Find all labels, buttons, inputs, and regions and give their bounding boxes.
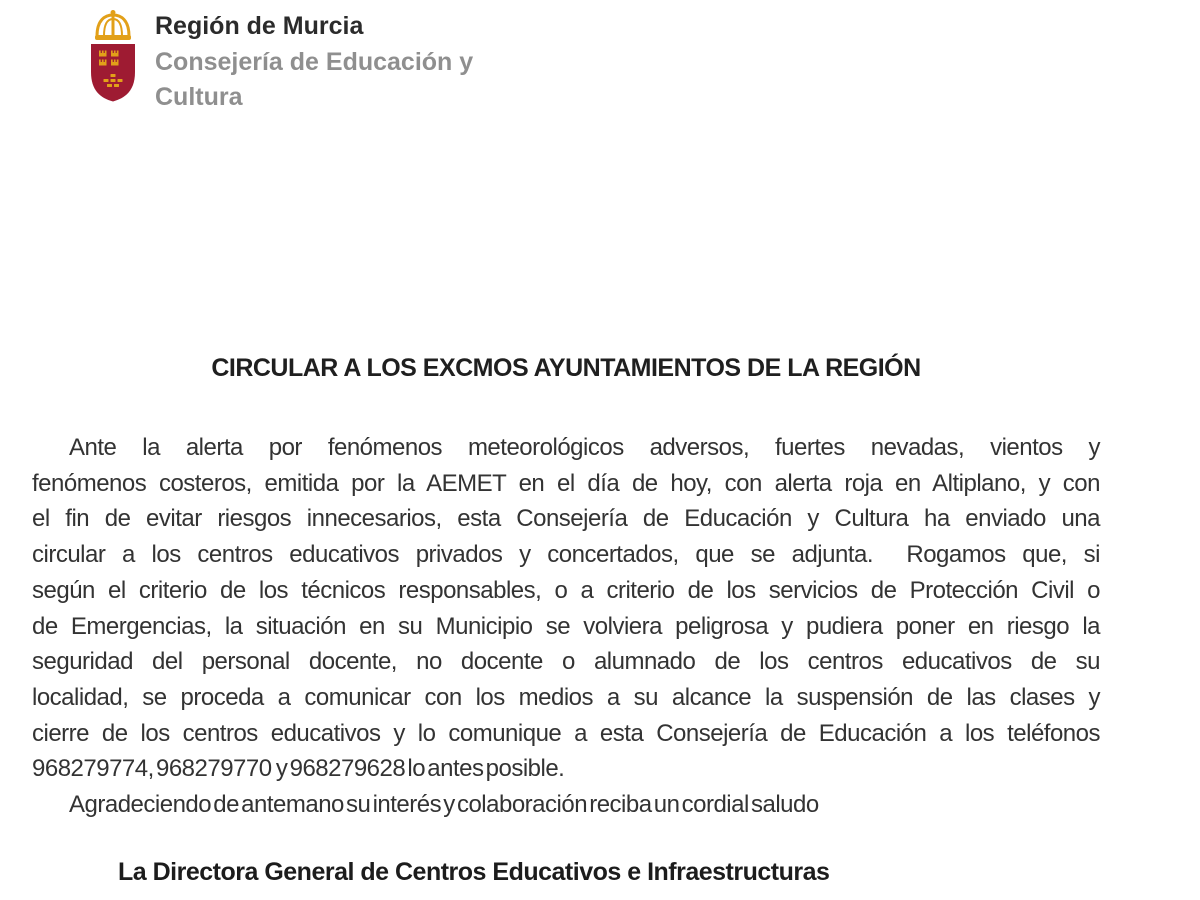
body-line: según el criterio de los técnicos responsables, o a criterio de los servicios de Protección Civil o [32, 576, 1100, 604]
org-name: Región de Murcia [155, 12, 364, 40]
document-title: CIRCULAR A LOS EXCMOS AYUNTAMIENTOS DE LA REGIÓN [211, 354, 921, 382]
body-line: circular a los centros educativos privados y concertados, que se adjunta. Rogamos que, si [32, 541, 1100, 569]
department-line-1: Consejería de Educación y [155, 48, 474, 76]
letterhead-text [155, 8, 473, 115]
body-line: localidad, se proceda a comunicar con los medios a su alcance la suspensión de las clases y [32, 683, 1100, 711]
signature-line: La Directora General de Centros Educativos e Infraestructuras [118, 858, 830, 886]
body-line: el fin de evitar riesgos innecesarios, esta Consejería de Educación y Cultura ha enviado una [32, 505, 1100, 533]
body-line: cierre de los centros educativos y lo comunique a esta Consejería de Educación a los teléfonos [32, 719, 1100, 747]
letterhead [88, 8, 473, 115]
crown-icon [97, 15, 129, 36]
body-line: Agradeciendo de antemano su interés y colaboración reciba un cordial saludo [69, 791, 819, 819]
body-line: fenómenos costeros, emitida por la AEMET en el día de hoy, con alerta roja en Altiplano, y con [32, 469, 1100, 497]
body-line: seguridad del personal docente, no docente o alumnado de los centros educativos de su [32, 648, 1100, 676]
body-line: Ante la alerta por fenómenos meteorológicos adversos, fuertes nevadas, vientos y [69, 434, 1100, 461]
body-line: 968279774, 968279770 y 968279628 lo antes posible. [32, 755, 565, 783]
shield-icon [91, 44, 135, 102]
murcia-coat-of-arms-icon [88, 8, 138, 102]
department-line-2: Cultura [155, 83, 243, 111]
body-line: de Emergencias, la situación en su Municipio se volviera peligrosa y pudiera poner en riesgo la [32, 612, 1100, 640]
body-paragraph [32, 430, 1100, 823]
